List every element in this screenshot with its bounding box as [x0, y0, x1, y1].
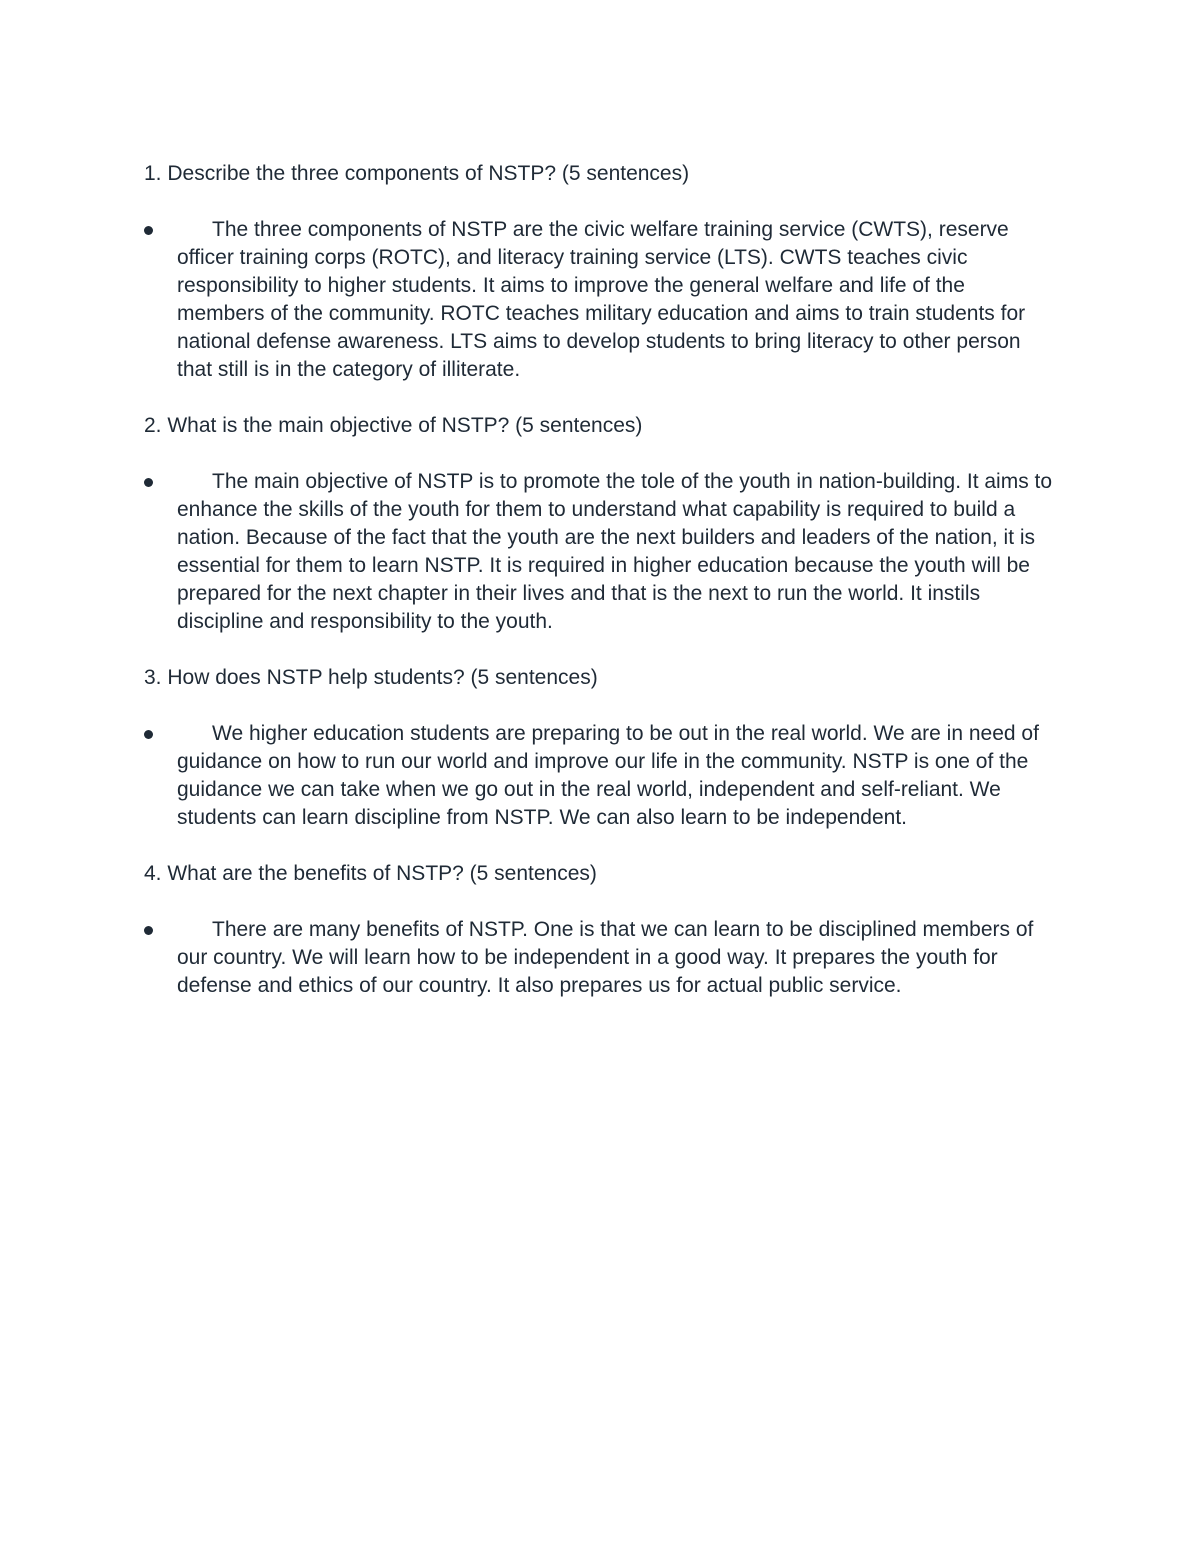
- answer-item-3: [144, 720, 1057, 832]
- answer-1-text: The three components of NSTP are the civic welfare training service (CWTS), reserve officer training corps (ROTC), and literacy training service (LTS). CWTS teaches civic responsibility to higher students. It aims to improve the general welfare and life of the members of the community. ROTC teaches military education and aims to train students for national defense awareness. LTS aims to develop students to bring literacy to other person that still is in the category of illiterate.: [177, 218, 1026, 381]
- question-2: 2. What is the main objective of NSTP? (5 sentences): [144, 414, 643, 437]
- document-content: [144, 160, 1064, 1028]
- bullet-icon: [144, 730, 153, 739]
- answer-item-2: [144, 468, 1057, 636]
- bullet-icon: [144, 478, 153, 487]
- answer-item-1: [144, 216, 1057, 384]
- bullet-icon: [144, 226, 153, 235]
- question-3: 3. How does NSTP help students? (5 sentences): [144, 666, 598, 689]
- answer-4-text: There are many benefits of NSTP. One is that we can learn to be disciplined members of our country. We will learn how to be independent in a good way. It prepares the youth for defense and ethics of our country. It also prepares us for actual public service.: [177, 918, 1034, 997]
- question-4: 4. What are the benefits of NSTP? (5 sentences): [144, 862, 597, 885]
- answer-2-text: The main objective of NSTP is to promote the tole of the youth in nation-building. It aims to enhance the skills of the youth for them to understand what capability is required to build a nation. Because of the fact that the youth are the next builders and leaders of the nation, it is essential for them to learn NSTP. It is required in higher education because the youth will be prepared for the next chapter in their lives and that is the next to run the world. It instils discipline and responsibility to the youth.: [177, 470, 1053, 633]
- answer-3-text: We higher education students are preparing to be out in the real world. We are in need of guidance on how to run our world and improve our life in the community. NSTP is one of the guidance we can take when we go out in the real world, independent and self-reliant. We students can learn discipline from NSTP. We can also learn to be independent.: [177, 722, 1039, 829]
- bullet-icon: [144, 926, 153, 935]
- answer-item-4: [144, 916, 1057, 1000]
- question-1: 1. Describe the three components of NSTP? (5 sentences): [144, 162, 690, 185]
